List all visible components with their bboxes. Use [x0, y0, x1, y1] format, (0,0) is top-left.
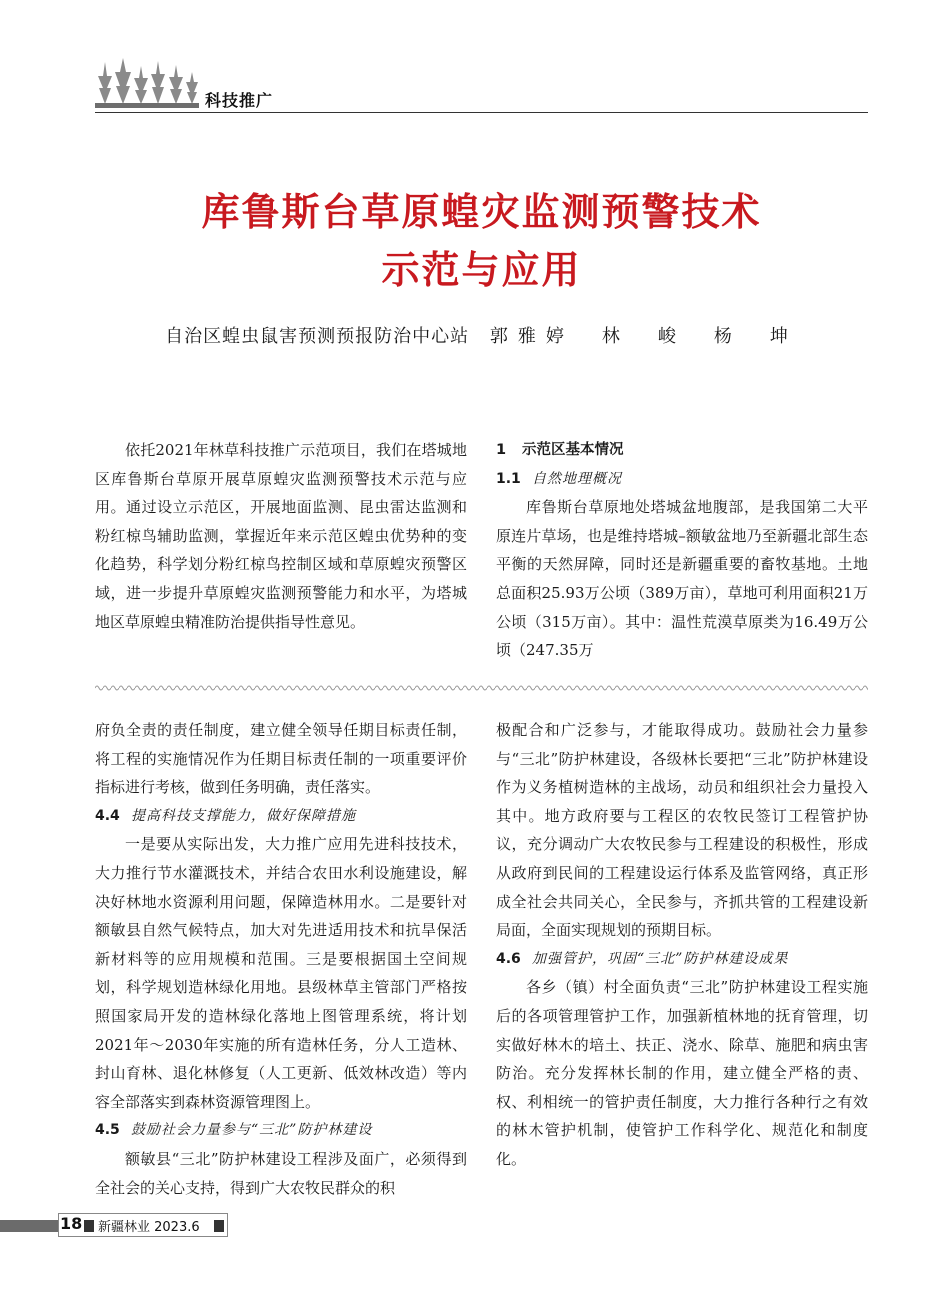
section-tag: 科技推广 [205, 91, 274, 110]
section4-6-heading [496, 945, 868, 974]
section4-6-number: 4.6 [496, 950, 521, 967]
section1-heading [496, 436, 868, 465]
footer-square-icon [214, 1220, 224, 1232]
lower-left-column [95, 716, 467, 1202]
section1-number: 1 [496, 442, 507, 458]
lower-right-paragraph-2: 各乡（镇）村全面负责“三北”防护林建设工程实施后的各项管理管护工作，加强新植林地的抚育管理，切实做好林木的培土、扶正、浇水、除草、施肥和病虫害防治。充分发挥林长制的作用，建立健全严格的责、权、利相统一的管护责任制度，大力推行各种行之有效的林木管护机制，使管护工作科学化、规范化和制度化。 [496, 978, 868, 1168]
section4-4-heading [95, 802, 467, 831]
page-footer [0, 1213, 230, 1239]
section4-6-title: 加强管护，巩固“三北”防护林建设成果 [532, 950, 789, 967]
lower-left-paragraph-3: 额敏县“三北”防护林建设工程涉及面广，必须得到全社会的关心支持，得到广大农牧民群众的积 [95, 1149, 467, 1197]
lower-right-column [496, 716, 868, 1174]
header-rule [95, 112, 868, 113]
wavy-divider [95, 683, 868, 693]
section4-4-title: 提高科技支撑能力，做好保障措施 [131, 807, 356, 824]
title-line-1: 库鲁斯台草原蝗灾监测预警技术 [201, 190, 762, 234]
title-line-2: 示范与应用 [381, 248, 582, 292]
tree-logo-icon [95, 58, 199, 110]
author-line [95, 322, 868, 348]
section4-4-number: 4.4 [95, 807, 120, 824]
section1-column [496, 436, 868, 665]
page-header [95, 58, 868, 114]
footer-square-icon [84, 1220, 94, 1232]
section1-title: 示范区基本情况 [522, 442, 624, 458]
section4-5-heading [95, 1116, 467, 1145]
section1-1-title: 自然地理概况 [532, 470, 622, 487]
abstract-column [95, 436, 467, 636]
author-names: 郭雅婷 林 峻 杨 坤 [489, 326, 798, 347]
page-number: 18 [60, 1214, 83, 1233]
section4-5-number: 4.5 [95, 1122, 120, 1139]
abstract-paragraph: 依托2021年林草科技推广示范项目，我们在塔城地区库鲁斯台草原开展草原蝗灾监测预警技术示范与应用。通过设立示范区，开展地面监测、昆虫雷达监测和粉红椋鸟辅助监测，掌握近年来示范区蝗虫优势种的变化趋势，科学划分粉红椋鸟控制区域和草原蝗灾预警区域，进一步提升草原蝗灾监测预警能力和水平，为塔城地区草原蝗虫精准防治提供指导性意见。 [95, 441, 467, 631]
section1-1-heading [496, 465, 868, 494]
lower-right-paragraph-1: 极配合和广泛参与，才能取得成功。鼓励社会力量参与“三北”防护林建设，各级林长要把“三北”防护林建设作为义务植树造林的主战场，动员和组织社会力量投入其中。地方政府要与工程区的农牧民签订工程管护协议，充分调动广大农牧民参与工程建设的积极性，形成从政府到民间的工程建设运行体系及监管网络，真正形成全社会共同关心，全民参与，齐抓共管的工程建设新局面，全面实现规划的预期目标。 [496, 721, 868, 940]
footer-bar [0, 1220, 58, 1232]
journal-name: 新疆林业 2023.6 [98, 1220, 200, 1235]
article-title [95, 183, 868, 299]
lower-left-paragraph-2: 一是要从实际出发，大力推广应用先进科技技术，大力推行节水灌溉技术，并结合农田水利设施建设，解决好林地水资源利用问题，保障造林用水。二是要针对额敏县自然气候特点，加大对先进适用技术和抗旱保活新材料等的应用规模和范围。三是要根据国土空间规划，科学规划造林绿化用地。县级林草主管部门严格按照国家局开发的造林绿化落地上图管理系统，将计划2021年～2030年实施的所有造林任务，分人工造林、封山育林、退化林修复（人工更新、低效林改造）等内容全部落实到森林资源管理图上。 [95, 835, 467, 1111]
section1-1-paragraph: 库鲁斯台草原地处塔城盆地腹部，是我国第二大平原连片草场，也是维持塔城–额敏盆地乃至新疆北部生态平衡的天然屏障，同时还是新疆重要的畜牧基地。土地总面积25.93万公顷（389万亩），草地可利用面积21万公顷（315万亩）。其中：温性荒漠草原类为16.49万公顷（247.35万 [496, 498, 868, 660]
affiliation: 自治区蝗虫鼠害预测预报防治中心站 [165, 326, 470, 347]
lower-left-paragraph-1: 府负全责的责任制度，建立健全领导任期目标责任制，将工程的实施情况作为任期目标责任制的一项重要评价指标进行考核，做到任务明确，责任落实。 [95, 721, 467, 797]
section4-5-title: 鼓励社会力量参与“三北”防护林建设 [131, 1122, 373, 1139]
section1-1-number: 1.1 [496, 470, 521, 487]
